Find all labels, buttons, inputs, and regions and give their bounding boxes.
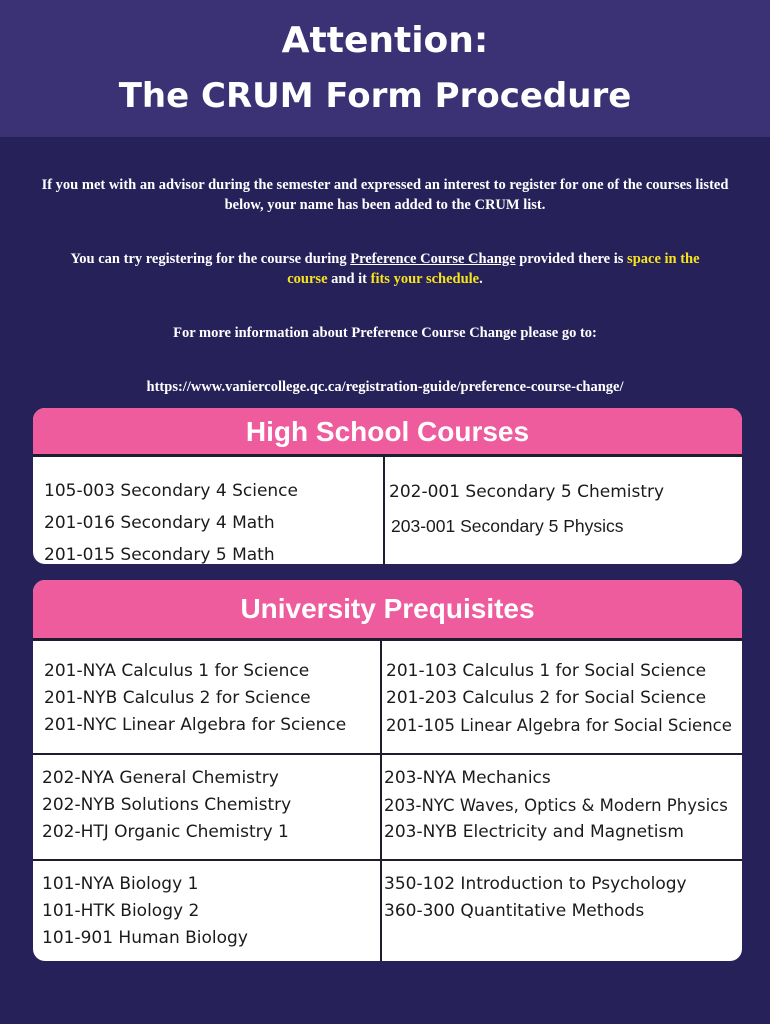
course-item: 202-NYB Solutions Chemistry xyxy=(42,795,292,815)
social-science-list xyxy=(384,871,687,925)
course-item: 201-203 Calculus 2 for Social Science xyxy=(386,688,707,708)
divider xyxy=(383,457,385,564)
course-item: 203-NYC Waves, Optics & Modern Physics xyxy=(384,796,728,815)
highlight-space: space in the course xyxy=(287,251,700,287)
course-item: 203-NYA Mechanics xyxy=(384,768,551,788)
high-school-left-list xyxy=(44,475,298,564)
high-school-right-list xyxy=(389,475,664,543)
course-item: 201-103 Calculus 1 for Social Science xyxy=(386,661,707,681)
intro-paragraph-2 xyxy=(50,249,720,289)
high-school-heading: High School Courses xyxy=(33,408,742,457)
divider xyxy=(33,753,742,755)
divider xyxy=(380,641,382,961)
university-card xyxy=(33,580,742,961)
course-item: 201-016 Secondary 4 Math xyxy=(44,513,275,533)
course-item: 201-NYB Calculus 2 for Science xyxy=(44,688,311,708)
header-banner xyxy=(0,0,770,137)
chemistry-list xyxy=(42,765,291,846)
course-item: 201-NYC Linear Algebra for Science xyxy=(44,715,347,735)
course-item: 203-001 Secondary 5 Physics xyxy=(391,516,624,536)
university-heading: University Prequisites xyxy=(33,580,742,641)
course-item: 202-HTJ Organic Chemistry 1 xyxy=(42,822,289,842)
course-item: 201-NYA Calculus 1 for Science xyxy=(44,661,310,681)
divider xyxy=(33,859,742,861)
biology-list xyxy=(42,871,248,952)
math-science-list xyxy=(44,658,346,739)
intro-text: and it xyxy=(327,271,371,287)
intro-text: You can try registering for the course during xyxy=(70,251,351,267)
course-item: 201-105 Linear Algebra for Social Science xyxy=(386,716,732,735)
course-item: 203-NYB Electricity and Magnetism xyxy=(384,822,684,842)
high-school-card xyxy=(33,408,742,564)
course-item: 105-003 Secondary 4 Science xyxy=(44,481,298,501)
math-social-science-list xyxy=(386,658,732,739)
page-title: Attention: xyxy=(281,20,489,61)
page-subtitle: The CRUM Form Procedure xyxy=(118,76,632,116)
course-item: 360-300 Quantitative Methods xyxy=(384,901,645,921)
course-item: 202-NYA General Chemistry xyxy=(42,768,279,788)
course-item: 101-HTK Biology 2 xyxy=(42,901,200,921)
intro-text: . xyxy=(479,271,483,287)
highlight-schedule: fits your schedule xyxy=(370,271,480,287)
physics-list xyxy=(384,765,728,846)
course-item: 201-015 Secondary 5 Math xyxy=(44,545,275,564)
preference-course-change-link[interactable]: Preference Course Change xyxy=(350,251,516,267)
course-item: 202-001 Secondary 5 Chemistry xyxy=(389,482,665,502)
course-item: 101-901 Human Biology xyxy=(42,928,248,948)
intro-text: provided there is xyxy=(515,251,628,267)
course-item: 350-102 Introduction to Psychology xyxy=(384,874,687,894)
info-url[interactable]: https://www.vaniercollege.qc.ca/registration-guide/preference-course-change/ xyxy=(146,379,624,395)
course-item: 101-NYA Biology 1 xyxy=(42,874,199,894)
intro-paragraph-3: For more information about Preference Course Change please go to: xyxy=(173,325,597,341)
intro-paragraph-1: If you met with an advisor during the semester and expressed an interest to register for one of the courses listed below, your name has been added to the CRUM list. xyxy=(41,177,729,213)
